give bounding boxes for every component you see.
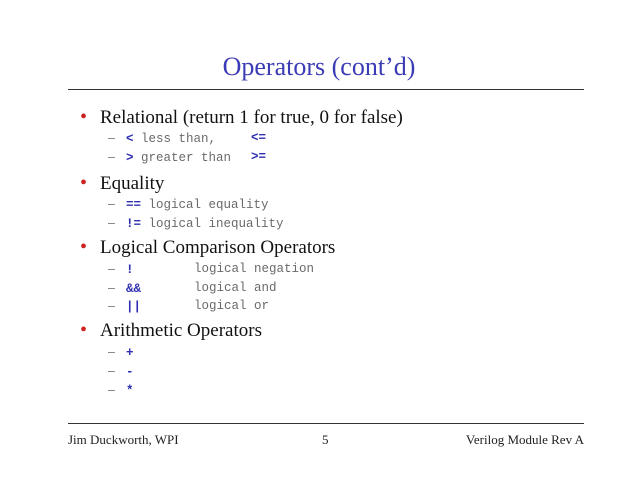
operator-description: logical or	[194, 299, 270, 313]
operator: ==	[126, 198, 142, 212]
footer-author: Jim Duckworth, WPI	[68, 432, 179, 447]
section-heading-logical	[80, 236, 335, 259]
operator-description: logical equality	[148, 198, 269, 212]
operator: <	[126, 132, 134, 146]
list-item	[108, 131, 308, 146]
list-item	[108, 262, 348, 277]
list-item	[108, 281, 348, 296]
title-divider	[68, 89, 584, 90]
operator: !	[126, 263, 134, 277]
section-heading-text: Relational (return 1 for true, 0 for false)	[100, 107, 403, 128]
page-number: 5	[322, 432, 329, 447]
dash-icon: –	[108, 364, 115, 378]
operator: <=	[251, 131, 267, 145]
slide-title: Operators (cont’d)	[222, 52, 416, 81]
operator: !=	[126, 217, 142, 231]
operator: -	[126, 365, 134, 379]
operator: *	[126, 384, 134, 398]
dash-icon: –	[108, 281, 115, 295]
bullet-icon: •	[80, 319, 88, 341]
dash-icon: –	[108, 216, 115, 230]
operator: >	[126, 151, 134, 165]
operator-description: less than,	[141, 132, 217, 146]
footer-divider	[68, 423, 584, 424]
dash-icon: –	[108, 131, 115, 145]
list-item	[108, 364, 134, 379]
list-item	[108, 197, 269, 212]
bullet-icon: •	[80, 106, 88, 128]
dash-icon: –	[108, 262, 115, 276]
dash-icon: –	[108, 299, 115, 313]
dash-icon: –	[108, 345, 115, 359]
dash-icon: –	[108, 197, 115, 211]
operator-description: logical and	[194, 281, 277, 295]
section-heading-arithmetic	[80, 319, 262, 342]
section-heading-text: Arithmetic Operators	[100, 320, 262, 341]
list-item	[108, 216, 284, 231]
section-heading-text: Equality	[100, 173, 165, 194]
section-heading-text: Logical Comparison Operators	[100, 237, 336, 258]
list-item	[108, 299, 348, 314]
footer-module: Verilog Module Rev A	[465, 432, 584, 447]
operator: ||	[126, 300, 142, 314]
list-item	[108, 150, 308, 165]
operator-description: greater than	[141, 151, 232, 165]
section-heading-equality	[80, 172, 164, 195]
operator: >=	[251, 150, 267, 164]
dash-icon: –	[108, 383, 115, 397]
list-item	[108, 383, 134, 398]
bullet-icon: •	[80, 172, 88, 194]
operator: +	[126, 346, 134, 360]
dash-icon: –	[108, 150, 115, 164]
operator: &&	[126, 282, 142, 296]
operator-description: logical negation	[194, 262, 315, 276]
bullet-icon: •	[80, 236, 88, 258]
list-item	[108, 345, 134, 360]
section-heading-relational	[80, 106, 403, 129]
operator-description: logical inequality	[148, 217, 284, 231]
